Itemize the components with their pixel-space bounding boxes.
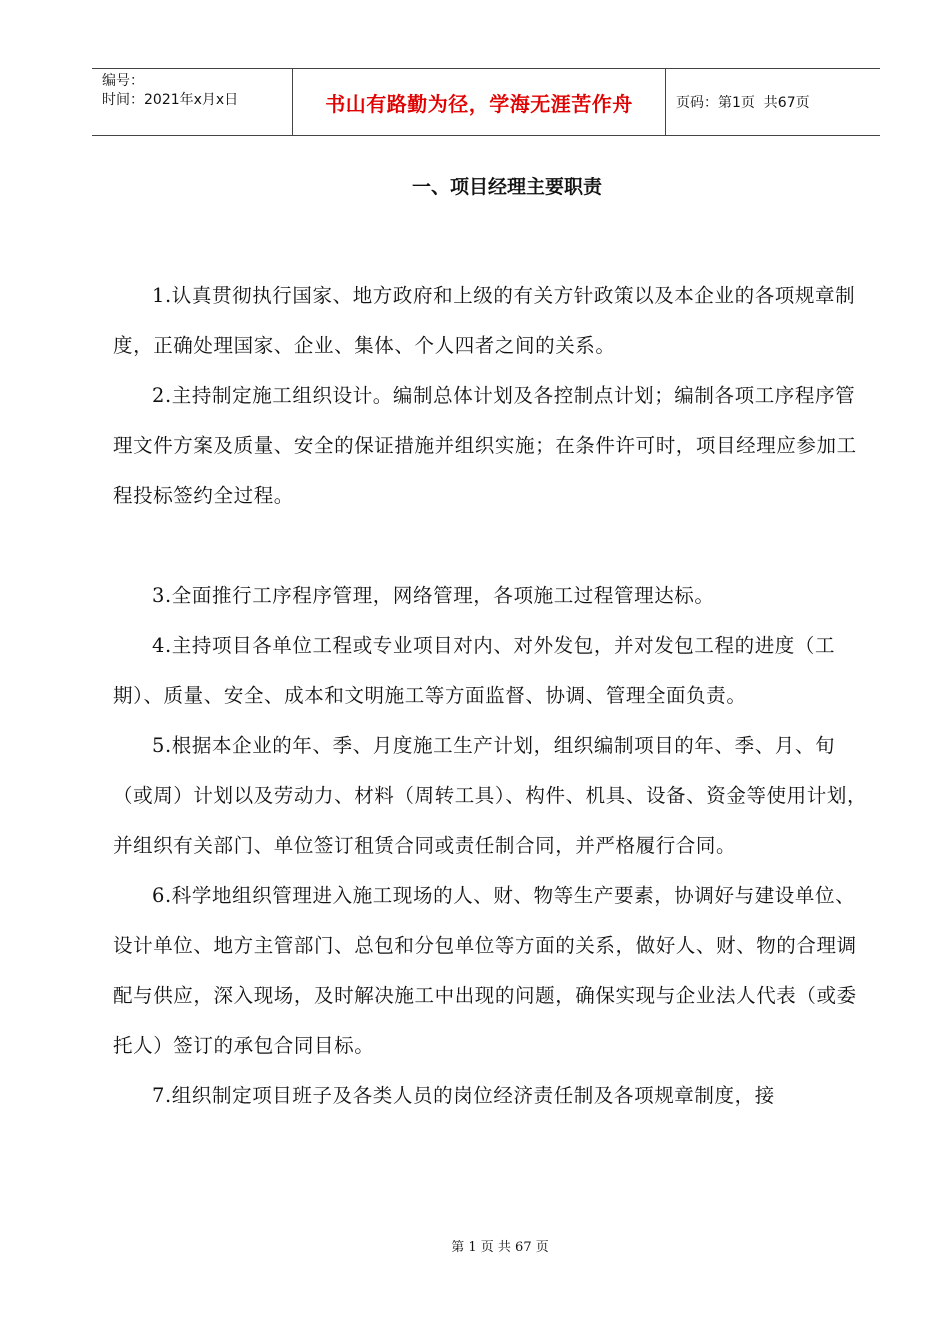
paragraph-3: 3.全面推行工序程序管理，网络管理，各项施工过程管理达标。 xyxy=(152,584,715,607)
document-body xyxy=(113,271,873,1121)
paragraph-7: 7.组织制定项目班子及各类人员的岗位经济责任制及各项规章制度，接 xyxy=(152,1084,775,1107)
paragraph-6: 6.科学地组织管理进入施工现场的人、财、物等生产要素，协调好与建设单位、设计单位、地方主管部门、总包和分包单位等方面的关系，做好人、财、物的合理调配与供应，深入现场，及时解决施工中出现的问题，确保实现与企业法人代表（或委托人）签订的承包合同目标。 xyxy=(113,884,857,1057)
page-info-text: 页码：第1页 共67页 xyxy=(676,95,810,111)
header-meta xyxy=(92,69,293,135)
paragraph-1: 1.认真贯彻执行国家、地方政府和上级的有关方针政策以及本企业的各项规章制度，正确处理国家、企业、集体、个人四者之间的关系。 xyxy=(113,284,856,357)
page-footer: 第 1 页 共 67 页 xyxy=(451,1240,549,1255)
document-header xyxy=(92,68,880,136)
time-label: 时间：2021年x月x日 xyxy=(102,92,239,108)
header-page-info xyxy=(666,69,880,135)
number-label: 编号： xyxy=(102,73,144,89)
blank-line xyxy=(113,521,873,571)
paragraph-2: 2.主持制定施工组织设计。编制总体计划及各控制点计划；编制各项工序程序管理文件方案及质量、安全的保证措施并组织实施；在条件许可时，项目经理应参加工程投标签约全过程。 xyxy=(113,384,857,507)
header-motto: 书山有路勤为径，学海无涯苦作舟 xyxy=(293,69,666,135)
paragraph-4: 4.主持项目各单位工程或专业项目对内、对外发包，并对发包工程的进度（工期）、质量、安全、成本和文明施工等方面监督、协调、管理全面负责。 xyxy=(113,634,836,707)
paragraph-5: 5.根据本企业的年、季、月度施工生产计划，组织编制项目的年、季、月、旬（或周）计划以及劳动力、材料（周转工具）、构件、机具、设备、资金等使用计划，并组织有关部门、单位签订租赁合同或责任制合同，并严格履行合同。 xyxy=(113,734,868,857)
section-title: 一、项目经理主要职责 xyxy=(411,176,602,198)
